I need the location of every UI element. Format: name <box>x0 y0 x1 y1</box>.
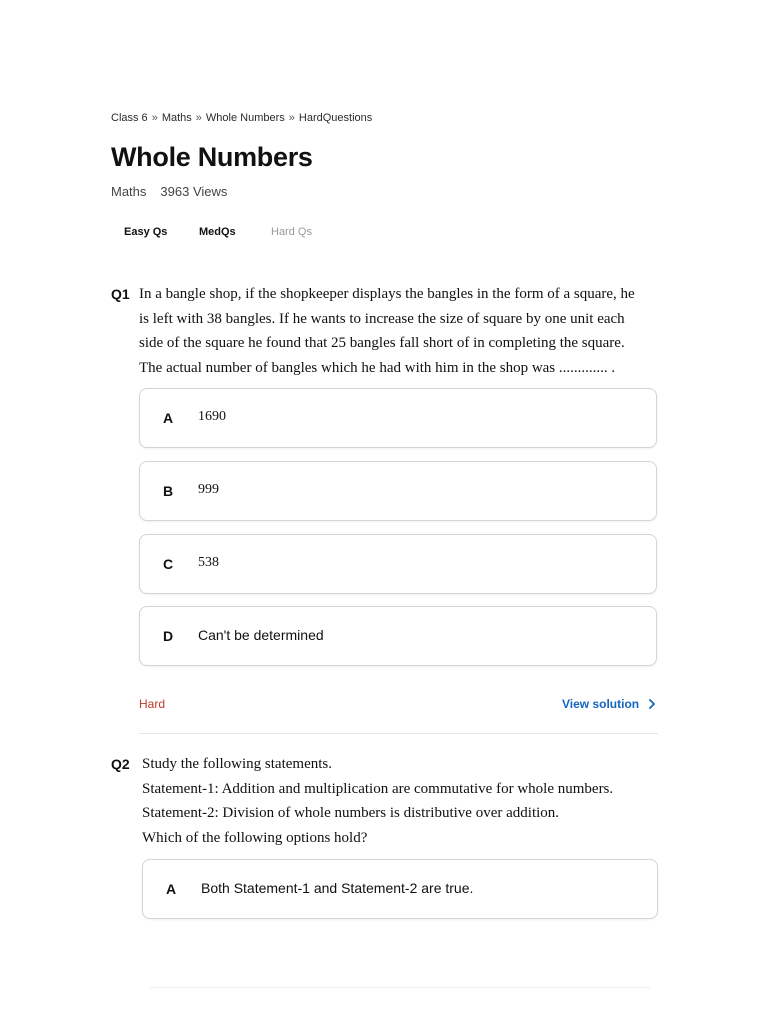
page-title: Whole Numbers <box>111 142 313 172</box>
option-b[interactable] <box>139 461 657 521</box>
question-text <box>142 752 682 851</box>
section-divider <box>150 987 650 988</box>
question-line: is left with 38 bangles. If he wants to increase the size of square by one unit each <box>139 310 625 327</box>
option-text: 538 <box>198 555 219 570</box>
question-line: The actual number of bangles which he had with him in the shop was ............. . <box>139 360 616 377</box>
view-solution-label: View solution <box>562 697 640 711</box>
breadcrumb-maths[interactable]: Maths <box>161 112 192 124</box>
option-text: 1690 <box>198 409 226 424</box>
tab-medium[interactable]: MedQs <box>199 226 236 238</box>
breadcrumb <box>111 112 372 124</box>
option-text: Can't be determined <box>198 627 324 643</box>
chevron-right-icon <box>648 699 656 709</box>
option-letter: D <box>163 628 174 644</box>
breadcrumb-hard-questions[interactable]: HardQuestions <box>298 112 373 124</box>
difficulty-badge: Hard <box>139 697 166 711</box>
tab-hard[interactable]: Hard Qs <box>271 226 312 238</box>
question-line: side of the square he found that 25 bangles fall short of in completing the square. <box>139 335 625 352</box>
breadcrumb-separator: » <box>195 112 202 124</box>
option-text: 999 <box>198 482 219 497</box>
option-letter: B <box>163 483 174 499</box>
option-letter: A <box>166 881 177 897</box>
option-c[interactable] <box>139 534 657 594</box>
question-line: Study the following statements. <box>142 756 332 772</box>
view-solution-link[interactable] <box>562 697 656 711</box>
option-text: Both Statement-1 and Statement-2 are true. <box>201 880 474 896</box>
views-count: 3963 Views <box>160 184 228 199</box>
question-line: Which of the following options hold? <box>142 830 368 847</box>
question-line: Statement-2: Division of whole numbers is distributive over addition. <box>142 805 560 822</box>
question-line: Statement-1: Addition and multiplication are commutative for whole numbers. <box>142 780 614 797</box>
option-a[interactable] <box>142 859 658 919</box>
breadcrumb-whole-numbers[interactable]: Whole Numbers <box>205 112 285 124</box>
option-d[interactable] <box>139 606 657 666</box>
question-line: In a bangle shop, if the shopkeeper displays the bangles in the form of a square, he <box>139 286 635 302</box>
question-number: Q2 <box>111 756 130 772</box>
subject-label: Maths <box>111 184 147 199</box>
question-number: Q1 <box>111 286 130 302</box>
tab-easy[interactable]: Easy Qs <box>124 226 168 238</box>
breadcrumb-separator: » <box>288 112 295 124</box>
question-divider <box>139 733 658 734</box>
question-text <box>139 282 679 381</box>
option-a[interactable] <box>139 388 657 448</box>
page-meta <box>111 184 227 199</box>
breadcrumb-class[interactable]: Class 6 <box>111 112 148 124</box>
option-letter: C <box>163 556 174 572</box>
option-letter: A <box>163 410 174 426</box>
breadcrumb-separator: » <box>151 112 158 124</box>
